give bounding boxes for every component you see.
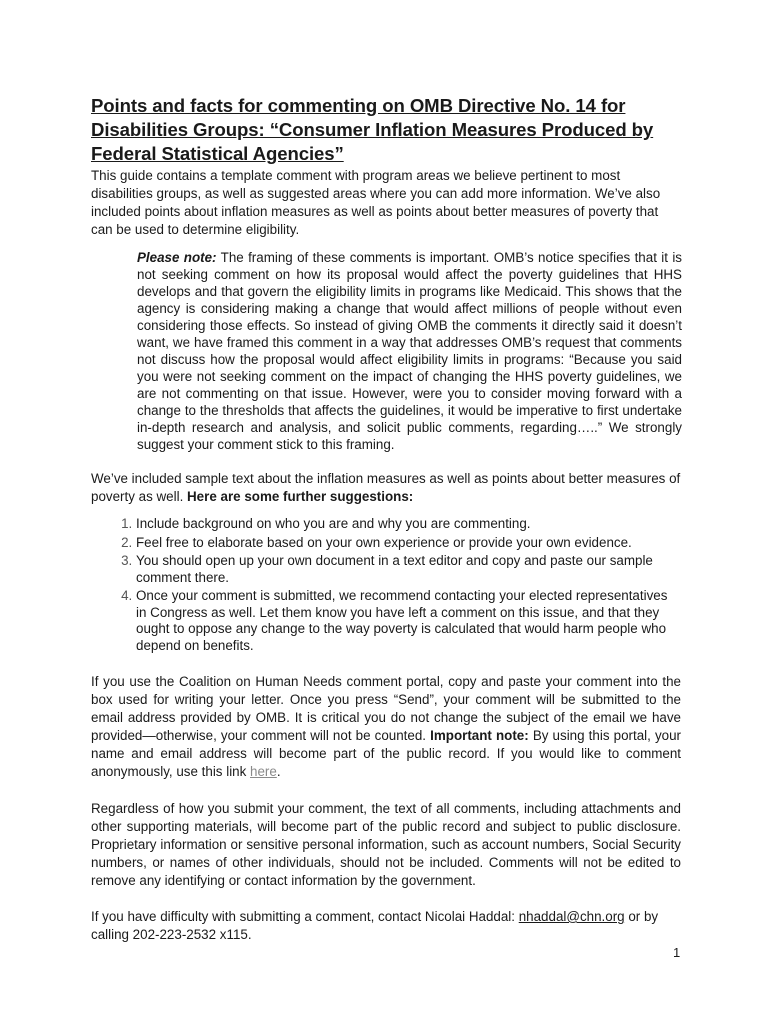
- contact-email-link[interactable]: nhaddal@chn.org: [518, 909, 625, 924]
- please-note-block: [137, 249, 682, 453]
- intro-paragraph: This guide contains a template comment with program areas we believe pertinent to most disabilities groups, as well as suggested areas where you can add more information. We’ve also included points about inflation measures as well as points about better measures of poverty that can be used to determine eligibility.: [91, 168, 661, 237]
- contact-paragraph: [91, 908, 681, 944]
- sample-text: We’ve included sample text about the inflation measures as well as points about better measures of poverty as well.: [91, 471, 681, 504]
- portal-after-text: By using this portal, your name and email address will become part of the public record. If you would like to comment anonymously, use this link: [91, 728, 681, 779]
- please-note-label: Please note:: [137, 250, 217, 265]
- portal-end: .: [276, 764, 281, 779]
- portal-text: If you use the Coalition on Human Needs comment portal, copy and paste your comment into the box used for writing your letter. Once you press “Send”, your comment will be submitted to the email address provided by OMB. It is critical you do not change the subject of the email we have provided—otherwise, your comment will not be counted.: [91, 674, 681, 743]
- document-page: [91, 94, 681, 944]
- list-item: 3. You should open up your own document in a text editor and copy and paste our sample comment there.: [136, 553, 681, 586]
- suggestions-list: [91, 516, 681, 654]
- anonymous-comment-link[interactable]: here: [250, 764, 277, 779]
- list-item: 2. Feel free to elaborate based on your own experience or provide your own evidence.: [136, 535, 681, 552]
- document-title: Points and facts for commenting on OMB Directive No. 14 for Disabilities Groups: “Consumer Inflation Measures Produced by Federal Statistical Agencies”: [91, 95, 654, 164]
- public-record-paragraph: Regardless of how you submit your comment, the text of all comments, including attachments and other supporting materials, will become part of the public record and subject to public disclosure. Proprietary information or sensitive personal information, such as account numbers, Social Security numbers, or names of other individuals, should not be included. Comments will not be edited to remove any identifying or contact information by the government.: [91, 801, 681, 888]
- contact-after-text: or by calling 202-223-2532 x115.: [91, 909, 659, 942]
- suggestions-heading: Here are some further suggestions:: [187, 489, 414, 504]
- page-number: 1: [673, 945, 681, 960]
- please-note-text: The framing of these comments is important. OMB’s notice specifies that it is not seeking comment on how its proposal would affect the poverty guidelines that HHS develops and that govern the eligibility limits in programs like Medicaid. This shows that the agency is considering making a change that would affect millions of people without even considering those effects. So instead of giving OMB the comments it directly said it doesn’t want, we have framed this comment in a way that addresses OMB’s request that comments not discuss how the proposal would affect eligibility limits in programs: “Because you said you were not seeking comment on the impact of changing the HHS poverty guidelines, we are not commenting on that issue. However, were you to consider moving forward with a change to the thresholds that affects the guidelines, it would be imperative to first undertake in-depth research and analysis, and solicit public comments, regarding…..” We strongly suggest your comment stick to this framing.: [137, 250, 682, 452]
- portal-paragraph: [91, 673, 681, 781]
- list-item: 1. Include background on who you are and why you are commenting.: [136, 516, 681, 533]
- important-note-label: Important note:: [430, 728, 529, 743]
- list-item: 4. Once your comment is submitted, we recommend contacting your elected representatives in Congress as well. Let them know you have left a comment on this issue, and that they ought to oppose any change to the way poverty is calculated that would harm people who depend on benefits.: [136, 588, 681, 654]
- sample-paragraph: [91, 470, 681, 506]
- contact-text: If you have difficulty with submitting a comment, contact Nicolai Haddal:: [91, 909, 519, 924]
